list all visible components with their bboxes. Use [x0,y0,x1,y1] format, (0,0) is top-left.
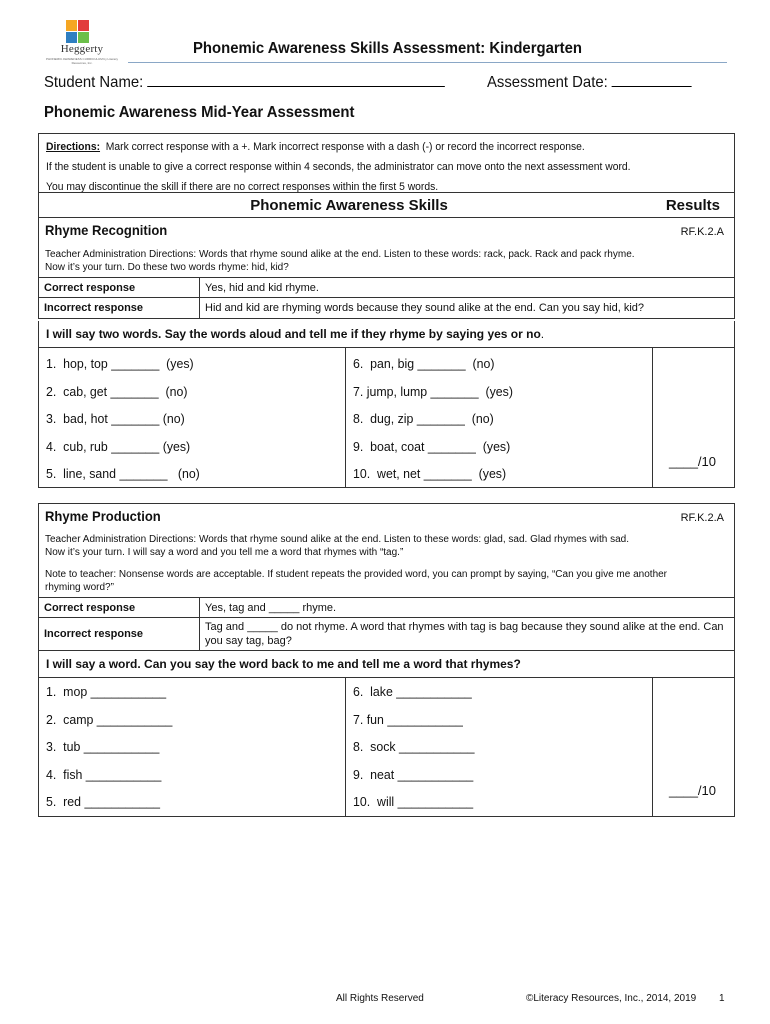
rhyme-production-teacher-directions [45,533,730,559]
incorrect-response-label: Incorrect response [39,298,200,319]
list-item[interactable]: 7. jump, lump _______ (yes) [353,384,513,399]
rhyme-recognition-items [38,348,735,488]
directions-label: Directions: [46,141,101,153]
teacher-note-line-2: rhyming word?” [45,582,114,593]
teacher-note-line-1: Note to teacher: Nonsense words are acceptable. If student repeats the provided word, you can prompt by saying, “Can you give me another [45,569,668,580]
footer-rights: All Rights Reserved [336,993,424,1004]
list-item[interactable]: 9. neat ___________ [353,767,474,782]
teacher-directions-line-2: Now it’s your turn. Do these two words rhyme: hid, kid? [45,262,289,273]
list-item[interactable]: 8. sock ___________ [353,739,475,754]
assessment-date-label: Assessment Date: [487,74,608,91]
results-header: Results [665,197,720,214]
list-item[interactable]: 4. fish ___________ [46,767,162,782]
student-name-label: Student Name: [44,74,144,91]
student-name-field[interactable] [44,72,445,92]
directions-line-2: If the student is unable to give a correct response within 4 seconds, the administrator can move onto the next assessment word. [46,161,631,173]
teacher-note [45,568,730,594]
skills-header [38,192,735,218]
incorrect-response-text [200,618,735,651]
prompt-text: I will say two words. Say the words aloud and tell me if they rhyme by saying yes or no [46,327,541,341]
list-item[interactable]: 8. dug, zip _______ (no) [353,411,494,426]
heggerty-logo [44,20,120,64]
list-item[interactable]: 5. line, sand _______ (no) [46,466,200,481]
items-left-column [39,678,346,816]
list-item[interactable]: 6. pan, big _______ (no) [353,356,495,371]
teacher-directions-line-2: Now it’s your turn. I will say a word and you tell me a word that rhymes with “tag.” [45,547,404,558]
directions-box [38,133,735,192]
page-number: 1 [719,993,725,1004]
correct-response-label: Correct response [39,598,200,618]
incorrect-response-label: Incorrect response [39,618,200,651]
rhyme-recognition-prompt [38,321,735,348]
rhyme-recognition-title: Rhyme Recognition [45,222,168,238]
rhyme-production-standard: RF.K.2.A [680,512,724,524]
incorrect-response-text: Hid and kid are rhyming words because they sound alike at the end. Can you say hid, kid? [200,298,735,319]
items-right-column [346,348,653,487]
assessment-subtitle: Phonemic Awareness Mid-Year Assessment [44,104,355,121]
directions-line-1: Mark correct response with a +. Mark incorrect response with a dash (-) or record the incorrect response. [105,141,585,153]
rhyme-production-items [38,678,735,817]
correct-response-label: Correct response [39,278,200,298]
correct-response-text: Yes, tag and _____ rhyme. [200,598,735,618]
list-item[interactable]: 4. cub, rub _______ (yes) [46,439,191,454]
assessment-date-field[interactable] [487,72,692,92]
logo-name: Heggerty [60,43,104,55]
items-right-column [346,678,653,816]
list-item[interactable]: 1. hop, top _______ (yes) [46,356,194,371]
list-item[interactable]: 6. lake ___________ [353,684,472,699]
rhyme-production-response-table [38,597,735,651]
teacher-directions-line-1: Teacher Administration Directions: Words that rhyme sound alike at the end. Listen to these words: rack, pack. Rack and pack rhyme. [45,249,635,260]
correct-response-text: Yes, hid and kid rhyme. [200,278,735,298]
list-item[interactable]: 5. red ___________ [46,794,160,809]
rhyme-recognition-score[interactable]: ____/10 [669,454,716,469]
list-item[interactable]: 3. bad, hot _______ (no) [46,411,185,426]
rhyme-production-score[interactable]: ____/10 [669,783,716,798]
title-rule [128,62,727,63]
rhyme-recognition-response-table [38,277,735,319]
rhyme-recognition-teacher-directions [45,248,730,274]
list-item[interactable]: 10. will ___________ [353,794,474,809]
rhyme-production-prompt: I will say a word. Can you say the word back to me and tell me a word that rhymes? [38,650,735,678]
rhyme-recognition-standard: RF.K.2.A [680,226,724,238]
logo-tagline: PHONEMIC AWARENESS CURRICULUM by Literacy Resources, Inc. [45,57,119,65]
prompt-period: . [540,327,545,341]
skills-header-title: Phonemic Awareness Skills [250,197,448,214]
teacher-directions-line-1: Teacher Administration Directions: Words that rhyme sound alike at the end. Listen to these words: glad, sad. Glad rhymes with sad. [45,534,629,545]
assessment-date-blank[interactable] [612,72,692,87]
list-item[interactable]: 1. mop ___________ [46,684,167,699]
rhyme-production-title: Rhyme Production [45,508,161,524]
list-item[interactable]: 2. camp ___________ [46,712,173,727]
footer-copyright: ©Literacy Resources, Inc., 2014, 2019 [526,993,697,1004]
list-item[interactable]: 3. tub ___________ [46,739,160,754]
list-item[interactable]: 10. wet, net _______ (yes) [353,466,507,481]
directions-line-3: You may discontinue the skill if there are no correct responses within the first 5 words. [46,181,439,193]
items-left-column [39,348,346,487]
logo-squares-icon [66,20,90,44]
list-item[interactable]: 2. cab, get _______ (no) [46,384,188,399]
page-title: Phonemic Awareness Skills Assessment: Kindergarten [193,40,582,57]
incorrect-response-line-1: Tag and _____ do not rhyme. A word that rhymes with tag is bag because they sound alike at the end. Can [205,621,724,633]
list-item[interactable]: 7. fun ___________ [353,712,463,727]
incorrect-response-line-2: you say tag, bag? [205,635,292,647]
list-item[interactable]: 9. boat, coat _______ (yes) [353,439,511,454]
student-name-blank[interactable] [147,72,445,87]
